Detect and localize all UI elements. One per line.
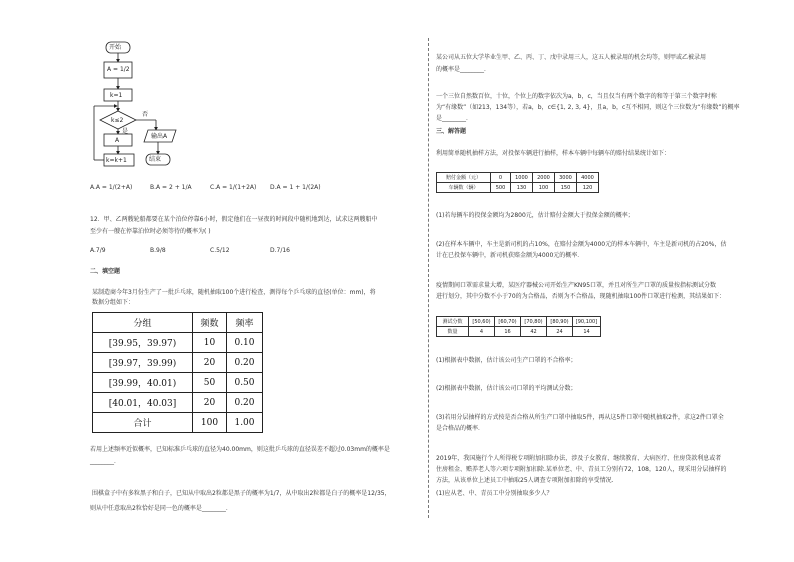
flowchart-start: 开始: [109, 44, 122, 51]
q13-line2: 数据分组如下：: [92, 299, 135, 306]
q13-line1: 某制造商今年3月份生产了一批乒乓球，随机抽取100个进行检查，测得每个乒乓球的直径(单位：mm)，将: [92, 289, 376, 296]
q18-line1: 疫情期间口罩需求量大增，某医疗器械公司开始生产KN95口罩，并且对所生产口罩的质量按指标测试分数: [436, 282, 717, 289]
table-cell: 16: [495, 327, 521, 337]
q12-option-d: D.7/16: [270, 247, 291, 254]
table-cell: 24: [547, 327, 573, 337]
q12-option-b: B.9/8: [150, 247, 166, 254]
table-cell: 合计: [93, 413, 193, 433]
flowchart: [90, 40, 220, 170]
table-header-cell: 0: [491, 173, 511, 183]
q14-line1: 围棋盒子中有多粒黑子和白子，已知从中取出2粒都是黑子的概率为1/7，从中取出2粒都是白子的概率是12/35，: [92, 490, 391, 497]
mask-score-table: [436, 316, 601, 337]
table-cell: 20: [193, 393, 227, 413]
table-row: [93, 353, 263, 373]
table-header-cell: [50,60): [469, 317, 495, 327]
q18-part3-line2: 是合格品的概率．: [436, 425, 485, 432]
table-header-cell: 4000: [577, 173, 599, 183]
table-header-cell: [90,100]: [573, 317, 601, 327]
q18-part1: (1)根据表中数据，估计该公司生产口罩的不合格率；: [436, 357, 577, 364]
table-cell: 14: [573, 327, 601, 337]
table-cell: 车辆数（辆）: [437, 183, 491, 193]
table-row: [437, 183, 599, 193]
q19-line2: 住房租金、赡养老人等六项专项附加扣除.某单位老、中、青员工分别有72，108，120人，现采用分层抽样的: [436, 466, 727, 473]
table-cell: 100: [533, 183, 555, 193]
q15-line2: 的概率是________．: [436, 66, 491, 73]
q16-line1: 一个三位自然数百位，十位，个位上的数字依次为a，b，c，当且仅当有两个数字的和等于第三个数字时称: [436, 93, 717, 100]
table-header-cell: 频率: [227, 313, 263, 333]
table-header-cell: [70,80): [521, 317, 547, 327]
q18-line2: 进行划分，其中分数不小于70的为合格品，否则为不合格品，现随机抽取100件口罩进行检测，其结果如下：: [436, 293, 726, 300]
q19-line3: 方法，从该单位上述员工中抽取25人调查专项附加扣除的享受情况.: [436, 477, 614, 484]
table-cell: 150: [555, 183, 577, 193]
q17-part2-line2: 计在已投保车辆中，新司机获赔金额为4000元的概率．: [436, 252, 584, 259]
diameter-frequency-table: [92, 312, 263, 433]
q18-part2: (2)根据表中数据，估计该公司口罩的平均测试分数；: [436, 385, 577, 392]
q17-intro: 利用简单随机抽样方法，对投保车辆进行抽样，样本车辆中每辆车的赔付结果统计如下：: [436, 150, 671, 157]
table-cell: 1.00: [227, 413, 263, 433]
table-cell: 数量: [437, 327, 469, 337]
q11-option-d: D.A = 1 + 1/(2A): [270, 184, 321, 191]
flowchart-assign-k: k=1: [110, 92, 123, 99]
flowchart-end: 结束: [149, 156, 162, 163]
flowchart-increment: k=k+1: [106, 157, 127, 164]
table-cell: 100: [193, 413, 227, 433]
table-cell: 0.20: [227, 353, 263, 373]
table-header-cell: 赔付金额（元）: [437, 173, 491, 183]
table-header-cell: 分组: [93, 313, 193, 333]
table-cell: 50: [193, 373, 227, 393]
table-cell: [39.97，39.99): [93, 353, 193, 373]
table-header-cell: [60,70): [495, 317, 521, 327]
table-header-cell: 测试分数: [437, 317, 469, 327]
q12-line1: 12．甲、乙两艘轮船都要在某个泊位停靠6小时，假定他们在一昼夜的时间段中随机地到达，试求这两艘船中: [90, 216, 378, 223]
table-total-row: [93, 413, 263, 433]
q18-part3-line1: (3)若用分层抽样的方式按是否合格从所生产口罩中抽取5件，再从这5件口罩中随机抽取2件，求这2件口罩全: [436, 414, 724, 421]
table-cell: 120: [577, 183, 599, 193]
q12-option-c: C.5/12: [210, 247, 230, 254]
table-cell: 20: [193, 353, 227, 373]
table-header-row: [93, 313, 263, 333]
table-row: [437, 327, 601, 337]
q12-line2: 至少有一艘在停靠泊位时必须等待的概率为( ): [90, 228, 211, 235]
table-header-cell: 1000: [511, 173, 533, 183]
q19-line1: 2019年，我国施行个人所得税专项附加扣除办法，涉及子女教育、继续教育、大病医疗、住房贷款利息或者: [436, 455, 722, 462]
table-cell: 4: [469, 327, 495, 337]
table-row: [93, 333, 263, 353]
q19-part1: (1)应从老、中、青员工中分别抽取多少人？: [436, 490, 553, 497]
flowchart-output: 输出A: [151, 133, 168, 140]
q11-option-a: A.A = 1/(2+A): [90, 184, 133, 191]
claims-table: [436, 172, 599, 193]
table-header-cell: 2000: [533, 173, 555, 183]
q16-line2: 为“有缘数”（如213，134等），若a，b，c∈{1, 2, 3, 4}，且a，b，c互不相同，则这个三位数为“有缘数”的概率: [436, 104, 740, 111]
table-cell: [39.95，39.97): [93, 333, 193, 353]
q13-after-line1: 若用上述频率近似概率，已知标准乒乓球的直径为40.00mm，则这批乒乓球的直径误差不超过0.03mm的概率是: [90, 446, 390, 453]
table-header-cell: 频数: [193, 313, 227, 333]
q13-after-line2: ________．: [90, 458, 121, 465]
column-divider: [428, 38, 429, 518]
table-header-cell: [80,90): [547, 317, 573, 327]
flowchart-no-label: 否: [142, 111, 149, 118]
flowchart-loop-box: A: [115, 137, 120, 144]
table-cell: [39.99，40.01): [93, 373, 193, 393]
q16-line3: 是________．: [436, 115, 473, 122]
q17-part2-line1: (2)在样本车辆中，车主是新司机的占10%，在赔付金额为4000元的样本车辆中，车主是新司机的占20%，估: [436, 241, 727, 248]
table-cell: 500: [491, 183, 511, 193]
table-header-cell: 3000: [555, 173, 577, 183]
flowchart-assign-a: A = 1/2: [107, 66, 130, 73]
q11-option-b: B.A = 2 + 1/A: [150, 184, 192, 191]
q14-line2: 则从中任意取出2粒恰好是同一色的概率是________．: [90, 505, 232, 512]
table-cell: 130: [511, 183, 533, 193]
q12-option-a: A.7/9: [90, 247, 106, 254]
table-cell: [40.01，40.03]: [93, 393, 193, 413]
table-cell: 0.50: [227, 373, 263, 393]
flowchart-yes-label: 是: [122, 128, 129, 135]
q15-line1: 某公司从五位大学毕业生甲、乙、丙、丁、戊中录用三人，这五人被录用的机会均等，则甲或乙被录用: [436, 54, 707, 61]
table-row: [93, 393, 263, 413]
section2-title: 二、填空题: [90, 268, 121, 275]
table-cell: 0.20: [227, 393, 263, 413]
table-header-row: [437, 317, 601, 327]
flowchart-lines: [90, 40, 220, 170]
q11-option-c: C.A = 1/(1+2A): [210, 184, 257, 191]
table-cell: 42: [521, 327, 547, 337]
table-cell: 0.10: [227, 333, 263, 353]
flowchart-condition: k≤2: [111, 117, 124, 124]
table-cell: 10: [193, 333, 227, 353]
section3-title: 三、解答题: [436, 128, 467, 135]
q17-part1: (1)若每辆车的投保金额均为2800元，估计赔付金额大于投保金额的概率；: [436, 212, 634, 219]
table-header-row: [437, 173, 599, 183]
table-row: [93, 373, 263, 393]
